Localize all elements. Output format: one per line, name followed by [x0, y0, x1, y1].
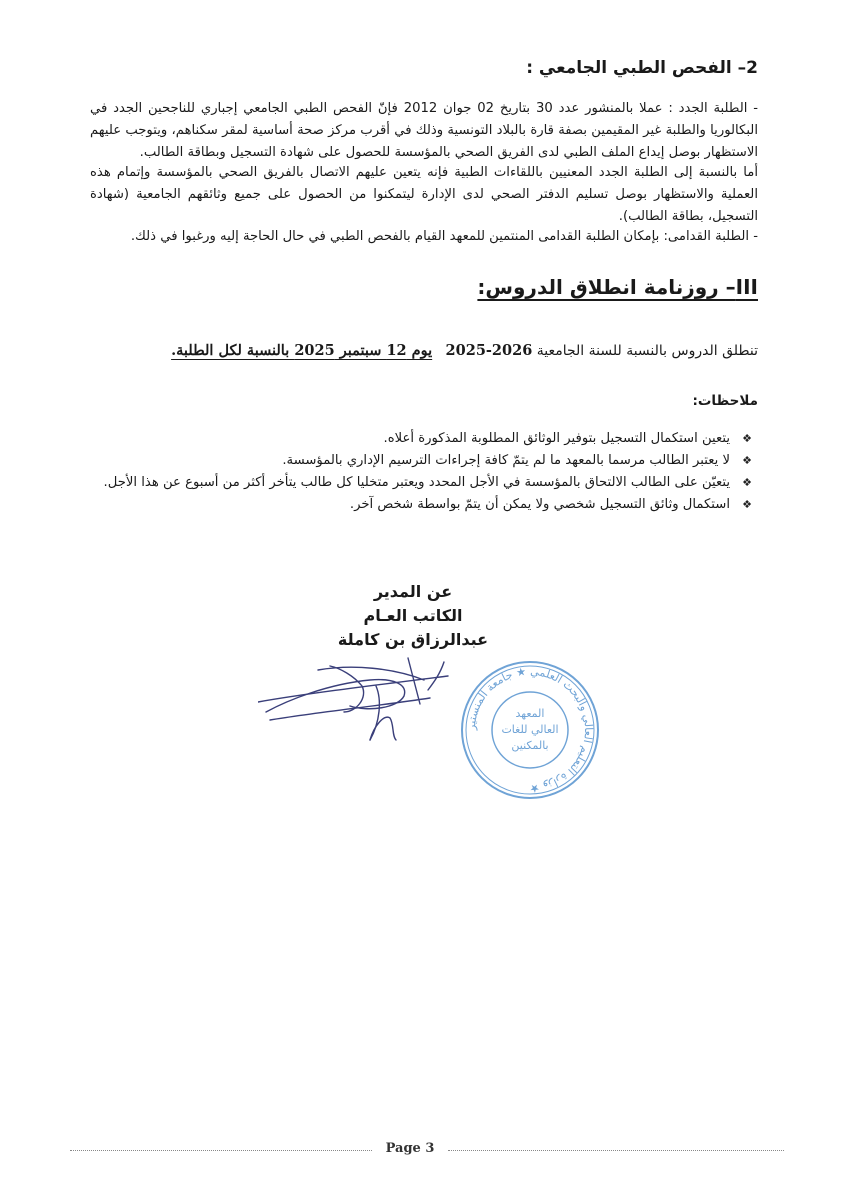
footer-divider — [70, 1150, 372, 1151]
note-text: استكمال وثائق التسجيل شخصي ولا يمكن أن يتمّ بواسطة شخص آخر. — [349, 497, 730, 512]
stamp-center-line: بالمكنين — [511, 739, 549, 752]
institution-stamp — [455, 655, 605, 805]
section-2-title: 2– الفحص الطبي الجامعي : — [526, 58, 758, 78]
list-item — [58, 450, 758, 472]
spacer — [437, 343, 441, 359]
course-start-line — [90, 342, 758, 359]
footer-divider — [448, 1150, 784, 1151]
notes-list — [58, 428, 758, 516]
signature-line-name: عبدالرزاق بن كاملة — [337, 630, 489, 649]
course-start-date: يوم 12 سبتمبر 2025 بالنسبة لكل الطلبة. — [171, 342, 433, 359]
handwritten-signature — [258, 640, 458, 750]
note-text: يتعين استكمال التسجيل بتوفير الوثائق المطلوبة المذكورة أعلاه. — [383, 431, 730, 446]
note-text: لا يعتبر الطالب مرسما بالمعهد ما لم يتمّ كافة إجراءات الترسيم الإداري بالمؤسسة. — [282, 453, 730, 468]
course-start-prefix: تنطلق الدروس بالنسبة للسنة الجامعية — [536, 343, 758, 359]
diamond-bullet-icon: ❖ — [742, 432, 752, 445]
stamp-center-line: المعهد — [515, 707, 545, 720]
list-item — [58, 428, 758, 450]
paragraph-medical-meetings: أما بالنسبة إلى الطلبة الجدد المعنيين باللقاءات الطبية فإنه يتعين عليهم الاتصال بالفريق الصحي بالمؤسسة وإتمام هذه العملية والاستظهار بوصل تسليم الدفتر الصحي لدى الإدارة ليتمكنوا من الحصول على جميع وثائقهم الجامعية (شهادة التسجيل، بطاقة الطالب). — [90, 165, 758, 224]
academic-year: 2025-2026 — [445, 342, 533, 359]
section-3-title: III– روزنامة انطلاق الدروس: — [477, 275, 758, 299]
stamp-ring-text: وزارة التعليم العالي والبحث العلمي ★ جامعة المنستير ★ — [464, 664, 596, 796]
diamond-bullet-icon: ❖ — [742, 476, 752, 489]
diamond-bullet-icon: ❖ — [742, 498, 752, 511]
signature-line-title: الكاتب العـام — [363, 606, 463, 625]
diamond-bullet-icon: ❖ — [742, 454, 752, 467]
notes-title: ملاحظات: — [692, 393, 758, 409]
note-text: يتعيّن على الطالب الالتحاق بالمؤسسة في الأجل المحدد ويعتبر متخليا كل طالب يتأخر أكثر من أسبوع عن هذا الأجل. — [103, 475, 730, 490]
signature-line-on-behalf: عن المدير — [373, 582, 453, 601]
list-item — [58, 472, 758, 494]
paragraph-new-students: - الطلبة الجدد : عملا بالمنشور عدد 30 بتاريخ 02 جوان 2012 فإنّ الفحص الطبي الجامعي إجباري للناجحين الجدد في البكالوريا والطلبة غير المقيمين بصفة قارة بالبلاد التونسية وذلك في أقرب مركز صحة أساسية لمقر سكناهم، ويتوجب عليهم الاستظهار بوصل إيداع الملف الطبي لدى الفريق الصحي بالمؤسسة للحصول على شهادة التسجيل وبطاقة الطالب. — [90, 101, 758, 160]
list-item — [58, 494, 758, 516]
paragraph-returning-students: - الطلبة القدامى: بإمكان الطلبة القدامى المنتمين للمعهد القيام بالفحص الطبي في حال الحاجة إليه ورغبوا في ذلك. — [130, 229, 758, 244]
stamp-center-line: العالي للغات — [501, 723, 559, 736]
page-number: Page 3 — [385, 1141, 435, 1156]
